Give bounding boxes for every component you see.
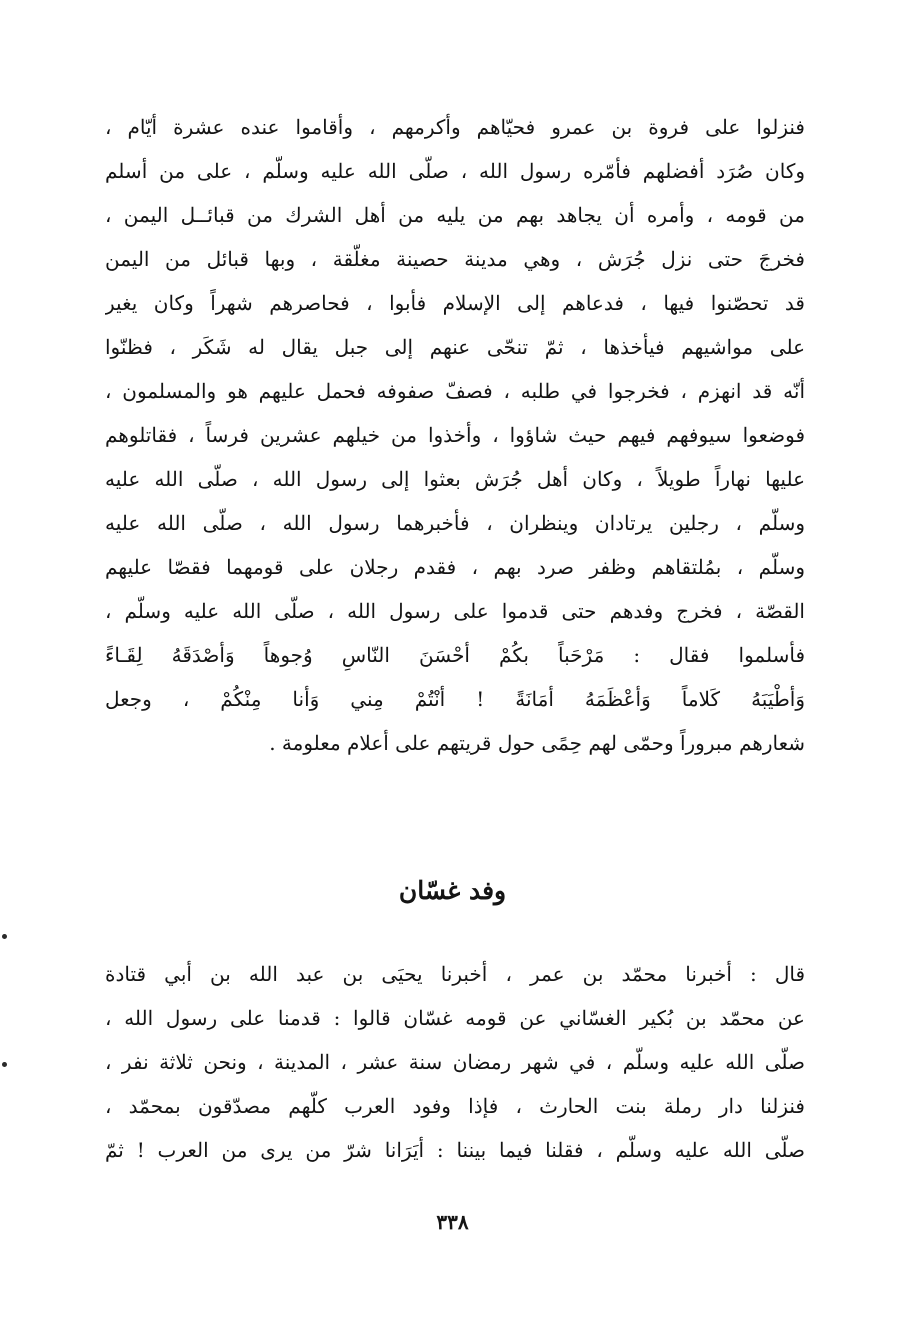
text-line: قال : أخبرنا محمّد بن عمر ، أخبرنا يحيَى بن عبد الله بن أبي قتادة [105,962,805,986]
text-line: فوضعوا سيوفهم فيهم حيث شاؤوا ، وأخذوا من خيلهم عشرين فرساً ، فقاتلوهم [105,423,805,447]
text-line: شعارهم مبروراً وحمّى لهم حِمًى حول قريتهم على أعلام معلومة . [269,731,805,755]
text-line: وَأطْيَبَهُ كَلاماً وَأعْظَمَهُ أمَانَةً ! أنْتُمْ مِني وَأنا مِنْكُمْ ، وجعل [105,687,805,711]
text-line: وسلّم ، رجلين يرتادان وينظران ، فأخبرهما رسول الله ، صلّى الله عليه [105,511,805,535]
text-line: القصّة ، فخرج وفدهم حتى قدموا على رسول الله ، صلّى الله عليه وسلّم ، [105,599,805,623]
text-line: فأسلموا فقال : مَرْحَباً بكُمْ أحْسَنَ النّاسِ وُجوهاً وَأصْدَقَهُ لِقَـاءً [105,643,805,667]
text-line: فنزلنا دار رملة بنت الحارث ، فإذا وفود العرب كلّهم مصدّقون بمحمّد ، [105,1094,805,1118]
text-line: صلّى الله عليه وسلّم ، في شهر رمضان سنة عشر ، المدينة ، ونحن ثلاثة نفر ، [105,1050,805,1074]
text-line: قد تحصّنوا فيها ، فدعاهم إلى الإسلام فأبوا ، فحاصرهم شهراً وكان يغير [105,291,805,315]
text-line: عن محمّد بن بُكير الغسّاني عن قومه غسّان قالوا : قدمنا على رسول الله ، [105,1006,805,1030]
text-line: على مواشيهم فيأخذها ، ثمّ تنحّى عنهم إلى جبل يقال له شَكَر ، فظنّوا [105,335,805,359]
margin-dot [2,934,7,939]
text-line: وسلّم ، بمُلتقاهم وظفر صرد بهم ، فقدم رجلان على قومهما فقصّا عليهم [105,555,805,579]
text-line: أنّه قد انهزم ، فخرجوا في طلبه ، فصفّ صفوفه فحمل عليهم هو والمسلمون ، [105,379,805,403]
paragraph-section-1 [105,105,805,765]
margin-dot [2,1062,7,1067]
text-line: صلّى الله عليه وسلّم ، فقلنا فيما بيننا : أيَرَانا شرّ من يرى من العرب ! ثمّ [105,1138,805,1162]
page-number: ٣٣٨ [436,1210,469,1234]
text-line: عليها نهاراً طويلاً ، وكان أهل جُرَش بعثوا إلى رسول الله ، صلّى الله عليه [105,467,805,491]
text-line: وكان صُرَد أفضلهم فأمّره رسول الله ، صلّى الله عليه وسلّم ، على من أسلم [105,159,805,183]
text-line: من قومه ، وأمره أن يجاهد بهم من يليه من أهل الشرك من قبائــل اليمن ، [105,203,805,227]
section-heading: وفد غسّان [398,876,507,905]
text-line: فنزلوا على فروة بن عمرو فحيّاهم وأكرمهم ، وأقاموا عنده عشرة أيّام ، [105,115,805,139]
paragraph-section-2 [105,952,805,1172]
text-line: فخرجَ حتى نزل جُرَش ، وهي مدينة حصينة مغلّقة ، وبها قبائل من اليمن [105,247,805,271]
